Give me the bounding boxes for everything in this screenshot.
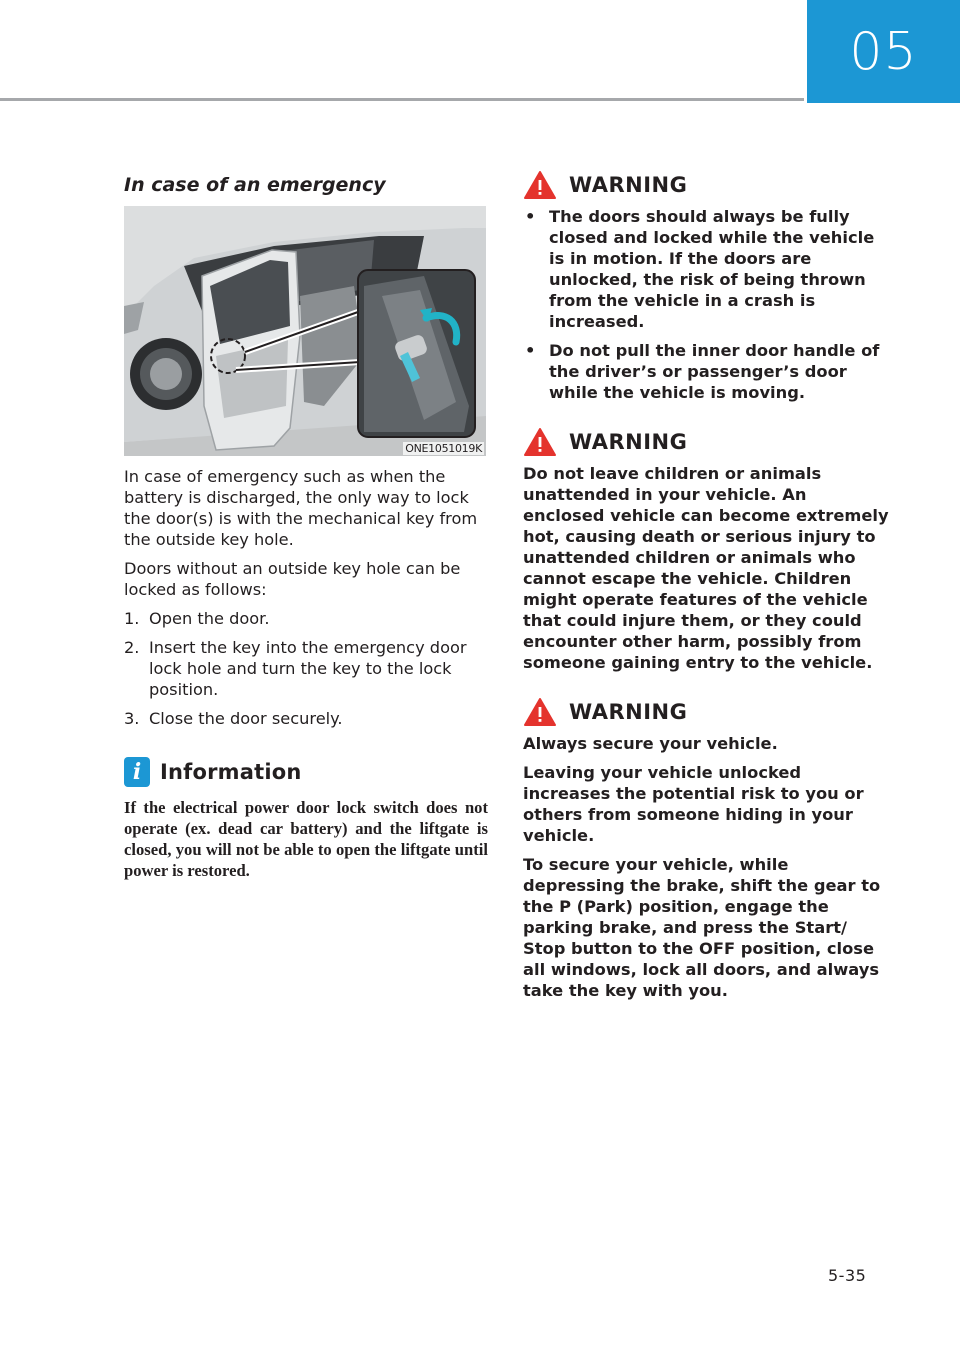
chapter-number: 05 [849,21,918,82]
warning-text: Do not leave children or animals unattended in your vehicle. An enclosed vehicle can become extremely hot, causing death or serious injury to unattended children or animals who cannot escape the vehicle. Children might operate features of the vehicle that could injure them, or they could encounter other harm, possibly from someone gaining entry to the vehicle. [523,464,889,672]
warning-bullet-text: The doors should always be fully closed and locked while the vehicle is in motion. If the doors are unlocked, the risk of being thrown from the vehicle in a crash is increased. [549,207,875,331]
warning-triangle-icon [523,697,557,727]
door-lock-figure [124,206,486,456]
step-text: Open the door. [149,609,270,628]
step-number: 3. [124,709,140,728]
warning-bullet-text: Do not pull the inner door handle of the driver’s or passenger’s door while the vehicle is moving. [549,341,880,402]
page-number: 5-35 [828,1266,867,1285]
warning-heading [523,697,891,727]
information-text: If the electrical power door lock switch does not operate (ex. dead car battery) and the liftgate is closed, you will not be able to open the liftgate until power is restored. [124,798,488,880]
warning-triangle-icon [523,427,557,457]
warning-title: WARNING [569,700,688,724]
car-door-illustration [124,206,486,456]
list-item [124,608,488,629]
warning-block [523,697,891,1001]
information-heading [124,755,488,789]
info-icon: i [124,757,150,787]
step-text: Close the door securely. [149,709,343,728]
warning-block [523,427,891,673]
step-text: Insert the key into the emergency door lock hole and turn the key to the lock position. [149,638,467,699]
chapter-tab [807,0,960,103]
list-item [124,708,488,729]
bullet-icon: • [525,207,536,226]
warning-heading [523,170,891,200]
warning-title: WARNING [569,430,688,454]
list-item [124,637,488,700]
header-rule [0,98,804,101]
warning-list [523,206,891,403]
warning-triangle-icon [523,170,557,200]
left-column [124,170,488,881]
figure-code: ONE1051019K [405,442,482,455]
step-number: 2. [124,638,140,657]
section-title: In case of an emergency [124,174,386,196]
list-item [523,340,891,403]
information-title: Information [160,760,302,784]
list-item [523,206,891,332]
warning-heading [523,427,891,457]
warning-text: Leaving your vehicle unlocked increases the potential risk to you or others from someone hiding in your vehicle. [523,763,864,845]
body-paragraph: In case of emergency such as when the battery is discharged, the only way to lock the door(s) is with the mechanical key from the outside key hole. [124,467,478,549]
bullet-icon: • [525,341,536,360]
body-paragraph: Doors without an outside key hole can be locked as follows: [124,559,461,599]
steps-list [124,608,488,729]
warning-text: Always secure your vehicle. [523,734,778,753]
warning-block [523,170,891,403]
step-number: 1. [124,609,140,628]
warning-title: WARNING [569,173,688,197]
right-column [523,170,891,1025]
warning-text: To secure your vehicle, while depressing the brake, shift the gear to the P (Park) position, engage the parking brake, and press the Start/ Stop button to the OFF position, close all windows, lock all doors, and always take the key with you. [523,855,881,1000]
